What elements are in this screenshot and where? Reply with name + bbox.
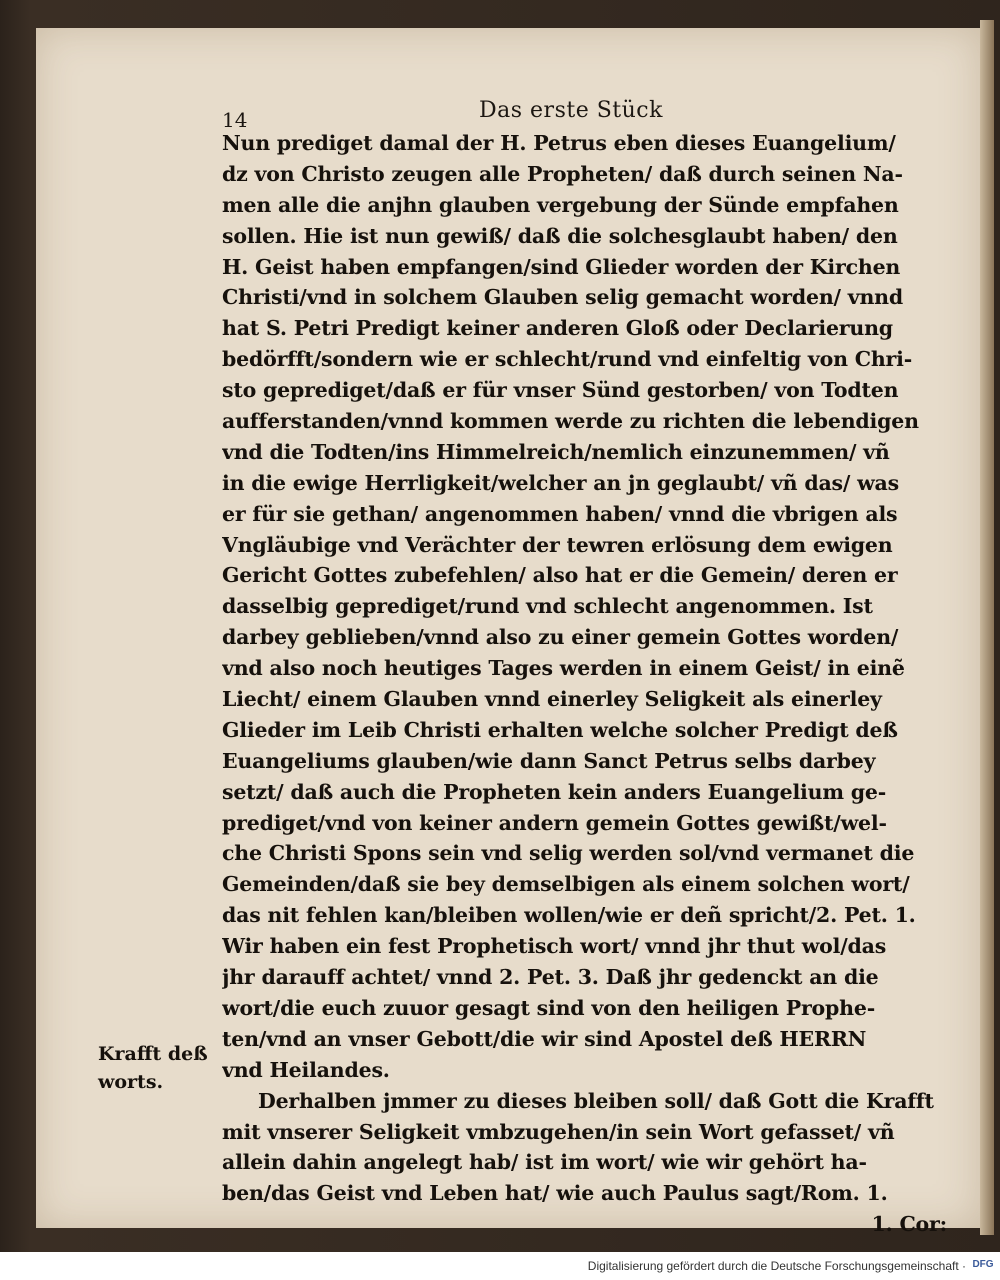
text-line: dz von Christo zeugen alle Propheten/ daß durch seinen Na- <box>222 161 903 186</box>
page-header <box>36 98 980 132</box>
text-line: sollen. Hie ist nun gewiß/ daß die solchesglaubt haben/ den <box>222 223 898 248</box>
marginal-note <box>98 1040 218 1096</box>
footer-bar <box>0 1252 1000 1280</box>
text-line: 1. Cor: <box>871 1212 947 1237</box>
marginal-note-line: Krafft deß <box>98 1043 208 1065</box>
text-line: Nun prediget damal der H. Petrus eben dieses Euangelium/ <box>222 131 896 155</box>
text-line: mit vnserer Seligkeit vmbzugehen/in sein Wort gefasset/ vñ <box>222 1119 895 1144</box>
book-page <box>36 28 980 1237</box>
text-line: Wir haben ein fest Prophetisch wort/ vnnd jhr thut wol/das <box>222 934 887 959</box>
text-line: hat S. Petri Predigt keiner anderen Gloß oder Declarierung <box>222 316 893 341</box>
body-text <box>222 128 947 1240</box>
text-line: bedörfft/sondern wie er schlecht/rund vnd einfeltig von Chri- <box>222 347 913 372</box>
text-line: vnd also noch heutiges Tages werden in einem Geist/ in einẽ <box>222 656 905 681</box>
text-line: setzt/ daß auch die Propheten kein anders Euangelium ge- <box>222 779 887 804</box>
text-line: vnd die Todten/ins Himmelreich/nemlich einzunemmen/ vñ <box>222 439 890 464</box>
text-line: men alle die anjhn glauben vergebung der Sünde empfahen <box>222 192 899 217</box>
text-line: Derhalben jmmer zu dieses bleiben soll/ daß Gott die Krafft <box>258 1088 934 1113</box>
text-line: allein dahin angelegt hab/ ist im wort/ wie wir gehört ha- <box>222 1150 867 1175</box>
text-line: Christi/vnd in solchem Glauben selig gemacht worden/ vnnd <box>222 285 904 310</box>
text-line: dasselbig geprediget/rund vnd schlecht angenommen. Ist <box>222 594 873 619</box>
text-line: ben/das Geist vnd Leben hat/ wie auch Paulus sagt/Rom. 1. <box>222 1181 888 1206</box>
funding-credit: Digitalisierung gefördert durch die Deutsche Forschungsgemeinschaft · <box>587 1259 966 1273</box>
text-line: das nit fehlen kan/bleiben wollen/wie er deñ spricht/2. Pet. 1. <box>222 903 916 928</box>
text-line: vnd Heilandes. <box>222 1057 390 1082</box>
text-line: Gericht Gottes zubefehlen/ also hat er die Gemein/ deren er <box>222 563 898 588</box>
text-line: Glieder im Leib Christi erhalten welche solcher Predigt deß <box>222 717 898 742</box>
text-line: Liecht/ einem Glauben vnnd einerley Seligkeit als einerley <box>222 687 882 712</box>
running-head: Das erste Stück <box>479 98 663 123</box>
text-line: jhr darauff achtet/ vnnd 2. Pet. 3. Daß jhr gedenckt an die <box>222 965 879 990</box>
text-line: Euangeliums glauben/wie dann Sanct Petrus selbs darbey <box>222 748 876 773</box>
text-line: Gemeinden/daß sie bey demselbigen als einem solchen wort/ <box>222 872 910 897</box>
page-edge <box>980 20 994 1235</box>
text-line: wort/die euch zuuor gesagt sind von den heiligen Prophe- <box>222 995 876 1020</box>
text-line: aufferstanden/vnnd kommen werde zu richten die lebendigen <box>222 409 919 434</box>
text-line: sto geprediget/daß er für vnser Sünd gestorben/ von Todten <box>222 378 899 403</box>
text-line: er für sie gethan/ angenommen haben/ vnnd die vbrigen als <box>222 501 898 526</box>
marginal-note-line: worts. <box>98 1071 164 1093</box>
dfg-logo-icon: DFG <box>972 1259 994 1270</box>
text-line: H. Geist haben empfangen/sind Glieder worden der Kirchen <box>222 254 901 279</box>
text-line: darbey geblieben/vnnd also zu einer gemein Gottes worden/ <box>222 625 899 650</box>
text-line: che Christi Spons sein vnd selig werden sol/vnd vermanet die <box>222 841 915 866</box>
text-line: in die ewige Herrligkeit/welcher an jn geglaubt/ vñ das/ was <box>222 470 899 495</box>
text-line: prediget/vnd von keiner andern gemein Gottes gewißt/wel- <box>222 810 887 835</box>
page-number: 14 <box>222 108 248 132</box>
text-line: ten/vnd an vnser Gebott/die wir sind Apostel deß HERRN <box>222 1026 867 1051</box>
text-line: Vngläubige vnd Verächter der tewren erlösung dem ewigen <box>222 532 893 557</box>
